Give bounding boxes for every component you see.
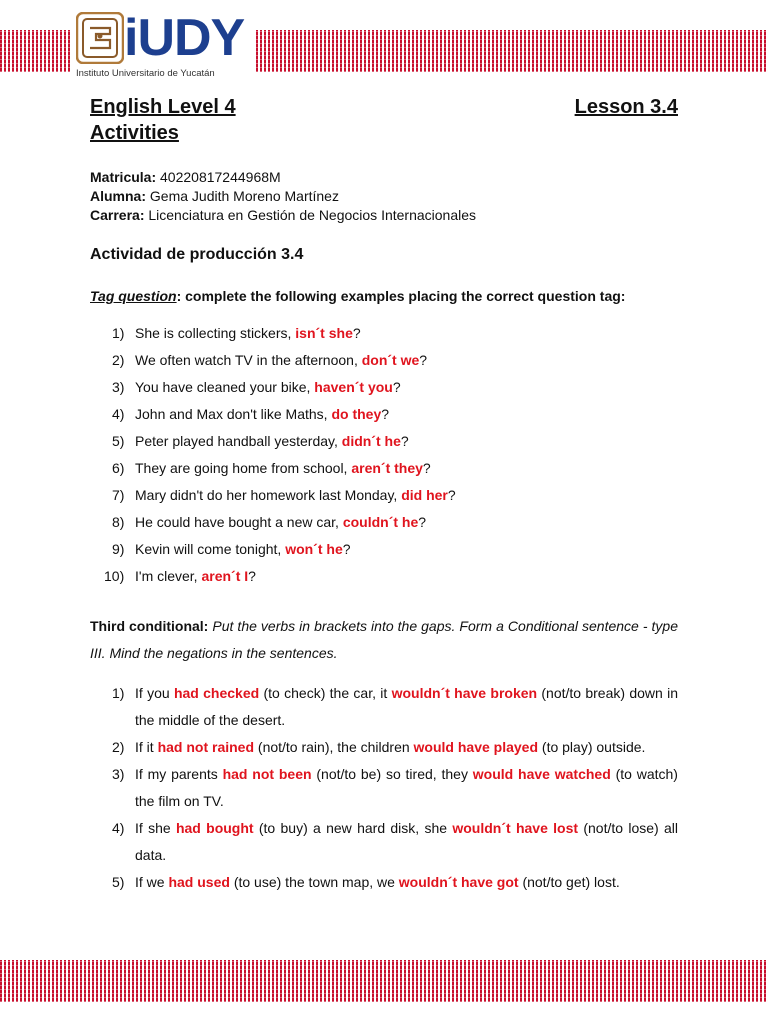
answer-text: had not been <box>222 766 312 782</box>
sentence-text: (to check) the car, it <box>259 685 392 701</box>
alumna-line <box>90 187 339 205</box>
answer-text: haven´t you <box>314 379 393 395</box>
punctuation: ? <box>447 487 456 503</box>
item-number: 10) <box>104 568 125 584</box>
sentence-text: Kevin will come tonight, <box>135 541 286 557</box>
item-text <box>135 457 431 484</box>
answer-text: didn´t he <box>341 433 401 449</box>
punctuation: ? <box>400 433 409 449</box>
answer-text: would have played <box>413 739 539 755</box>
sentence-text: (not/to get) lost. <box>518 874 620 890</box>
sentence-text: (to play) outside. <box>538 739 646 755</box>
answer-text: wouldn´t have got <box>398 874 519 890</box>
sentence-text: They are going home from school, <box>135 460 352 476</box>
sentence-text: John and Max don't like Maths, <box>135 406 332 422</box>
carrera-value: Licenciatura en Gestión de Negocios Internacionales <box>148 207 477 223</box>
institution-logo <box>74 10 254 80</box>
item-number: 5) <box>112 874 125 890</box>
item-text <box>135 761 678 815</box>
item-text <box>135 869 678 896</box>
tag-label: Tag question <box>90 288 177 304</box>
list-item <box>90 734 678 761</box>
list-item <box>90 538 456 565</box>
answer-text: won´t he <box>285 541 343 557</box>
item-number: 2) <box>112 739 125 755</box>
item-text <box>135 322 361 349</box>
item-number: 4) <box>112 820 125 836</box>
course-title: English Level 4 <box>90 96 236 118</box>
item-text <box>135 680 678 734</box>
list-item <box>90 511 456 538</box>
item-number: 9) <box>112 541 125 557</box>
sentence-text: (not/to lose) all data. <box>135 820 678 863</box>
sentence-text: He could have bought a new car, <box>135 514 343 530</box>
item-text <box>135 430 409 457</box>
answer-text: aren´t I <box>201 568 249 584</box>
item-number: 1) <box>112 685 125 701</box>
conditional-instruction <box>90 613 678 667</box>
carrera-label: Carrera: <box>90 207 145 223</box>
punctuation: ? <box>419 352 428 368</box>
sentence-text: If she <box>135 820 176 836</box>
punctuation: ? <box>352 325 361 341</box>
item-text <box>135 815 678 869</box>
sentence-text: (not/to be) so tired, they <box>311 766 473 782</box>
item-text <box>135 484 456 511</box>
list-item <box>90 430 456 457</box>
tag-instruction <box>90 288 625 304</box>
carrera-line <box>90 206 476 224</box>
answer-text: wouldn´t have broken <box>391 685 538 701</box>
punctuation: ? <box>248 568 256 584</box>
list-item <box>90 376 456 403</box>
item-number: 1) <box>112 325 125 341</box>
sentence-text: (to use) the town map, we <box>229 874 399 890</box>
sentence-text: (to buy) a new hard disk, she <box>253 820 453 836</box>
answer-text: aren´t they <box>351 460 423 476</box>
answer-text: don´t we <box>361 352 420 368</box>
item-text <box>135 538 351 565</box>
punctuation: ? <box>418 514 427 530</box>
list-item <box>90 457 456 484</box>
sentence-text: I'm clever, <box>135 568 202 584</box>
alumna-value: Gema Judith Moreno Martínez <box>149 188 339 204</box>
answer-text: had bought <box>175 820 254 836</box>
answer-text: wouldn´t have lost <box>452 820 579 836</box>
item-text <box>135 734 678 761</box>
list-item <box>90 869 678 896</box>
sentence-text: (not/to break) down in the middle of the desert. <box>135 685 679 728</box>
answer-text: would have watched <box>472 766 611 782</box>
answer-text: had not rained <box>157 739 255 755</box>
title-row-2 <box>90 120 678 146</box>
sentence-text: If my parents <box>135 766 223 782</box>
answer-text: had used <box>168 874 230 890</box>
header-stripes-left <box>0 30 72 72</box>
tag-instruction-text: : complete the following examples placing the correct question tag: <box>176 288 626 304</box>
sentence-text: She is collecting stickers, <box>135 325 296 341</box>
list-item <box>90 403 456 430</box>
item-number: 5) <box>112 433 125 449</box>
logo-emblem-icon <box>76 12 124 64</box>
lesson-title: Lesson 3.4 <box>574 96 678 118</box>
matricula-value: 40220817244968M <box>160 169 281 185</box>
matricula-line <box>90 168 281 186</box>
sentence-text: We often watch TV in the afternoon, <box>135 352 362 368</box>
sentence-text: You have cleaned your bike, <box>135 379 315 395</box>
alumna-label: Alumna: <box>90 188 146 204</box>
item-text <box>135 349 427 376</box>
item-number: 2) <box>112 352 125 368</box>
matricula-label: Matricula: <box>90 169 157 185</box>
list-item <box>90 484 456 511</box>
item-number: 4) <box>112 406 125 422</box>
item-number: 8) <box>112 514 125 530</box>
answer-text: do they <box>331 406 382 422</box>
item-number: 7) <box>112 487 125 503</box>
item-number: 3) <box>112 766 125 782</box>
conditional-list <box>90 680 678 896</box>
sentence-text: If you <box>135 685 174 701</box>
punctuation: ? <box>392 379 401 395</box>
logo-subtitle: Instituto Universitario de Yucatán <box>76 68 215 79</box>
answer-text: isn´t she <box>295 325 353 341</box>
sentence-text: Mary didn't do her homework last Monday, <box>135 487 402 503</box>
title-row <box>90 94 678 120</box>
list-item <box>90 815 678 869</box>
sentence-text: If we <box>135 874 169 890</box>
conditional-label: Third conditional: <box>90 618 209 634</box>
list-item <box>90 680 678 734</box>
answer-text: did her <box>401 487 448 503</box>
answer-text: had checked <box>173 685 260 701</box>
list-item <box>90 565 456 592</box>
list-item <box>90 349 456 376</box>
sentence-text: If it <box>135 739 158 755</box>
tag-question-list <box>90 322 456 592</box>
item-text <box>135 376 401 403</box>
header-stripes-right <box>256 30 768 72</box>
item-number: 6) <box>112 460 125 476</box>
punctuation: ? <box>381 406 390 422</box>
list-item <box>90 322 456 349</box>
conditional-instruction-text: Put the verbs in brackets into the gaps. Form a Conditional sentence - type III. Mind the negations in the sentences. <box>90 618 678 661</box>
item-text <box>135 511 426 538</box>
activities-title: Activities <box>90 122 179 144</box>
sentence-text: Peter played handball yesterday, <box>135 433 342 449</box>
punctuation: ? <box>422 460 431 476</box>
item-text <box>135 403 389 430</box>
item-number: 3) <box>112 379 125 395</box>
activity-heading: Actividad de producción 3.4 <box>90 246 304 263</box>
sentence-text: (to watch) the film on TV. <box>135 766 678 809</box>
item-text <box>135 565 256 592</box>
logo-brand-text: iUDY <box>124 9 245 67</box>
footer-stripes <box>0 960 768 1002</box>
sentence-text: (not/to rain), the children <box>254 739 414 755</box>
punctuation: ? <box>342 541 351 557</box>
list-item <box>90 761 678 815</box>
answer-text: couldn´t he <box>342 514 419 530</box>
